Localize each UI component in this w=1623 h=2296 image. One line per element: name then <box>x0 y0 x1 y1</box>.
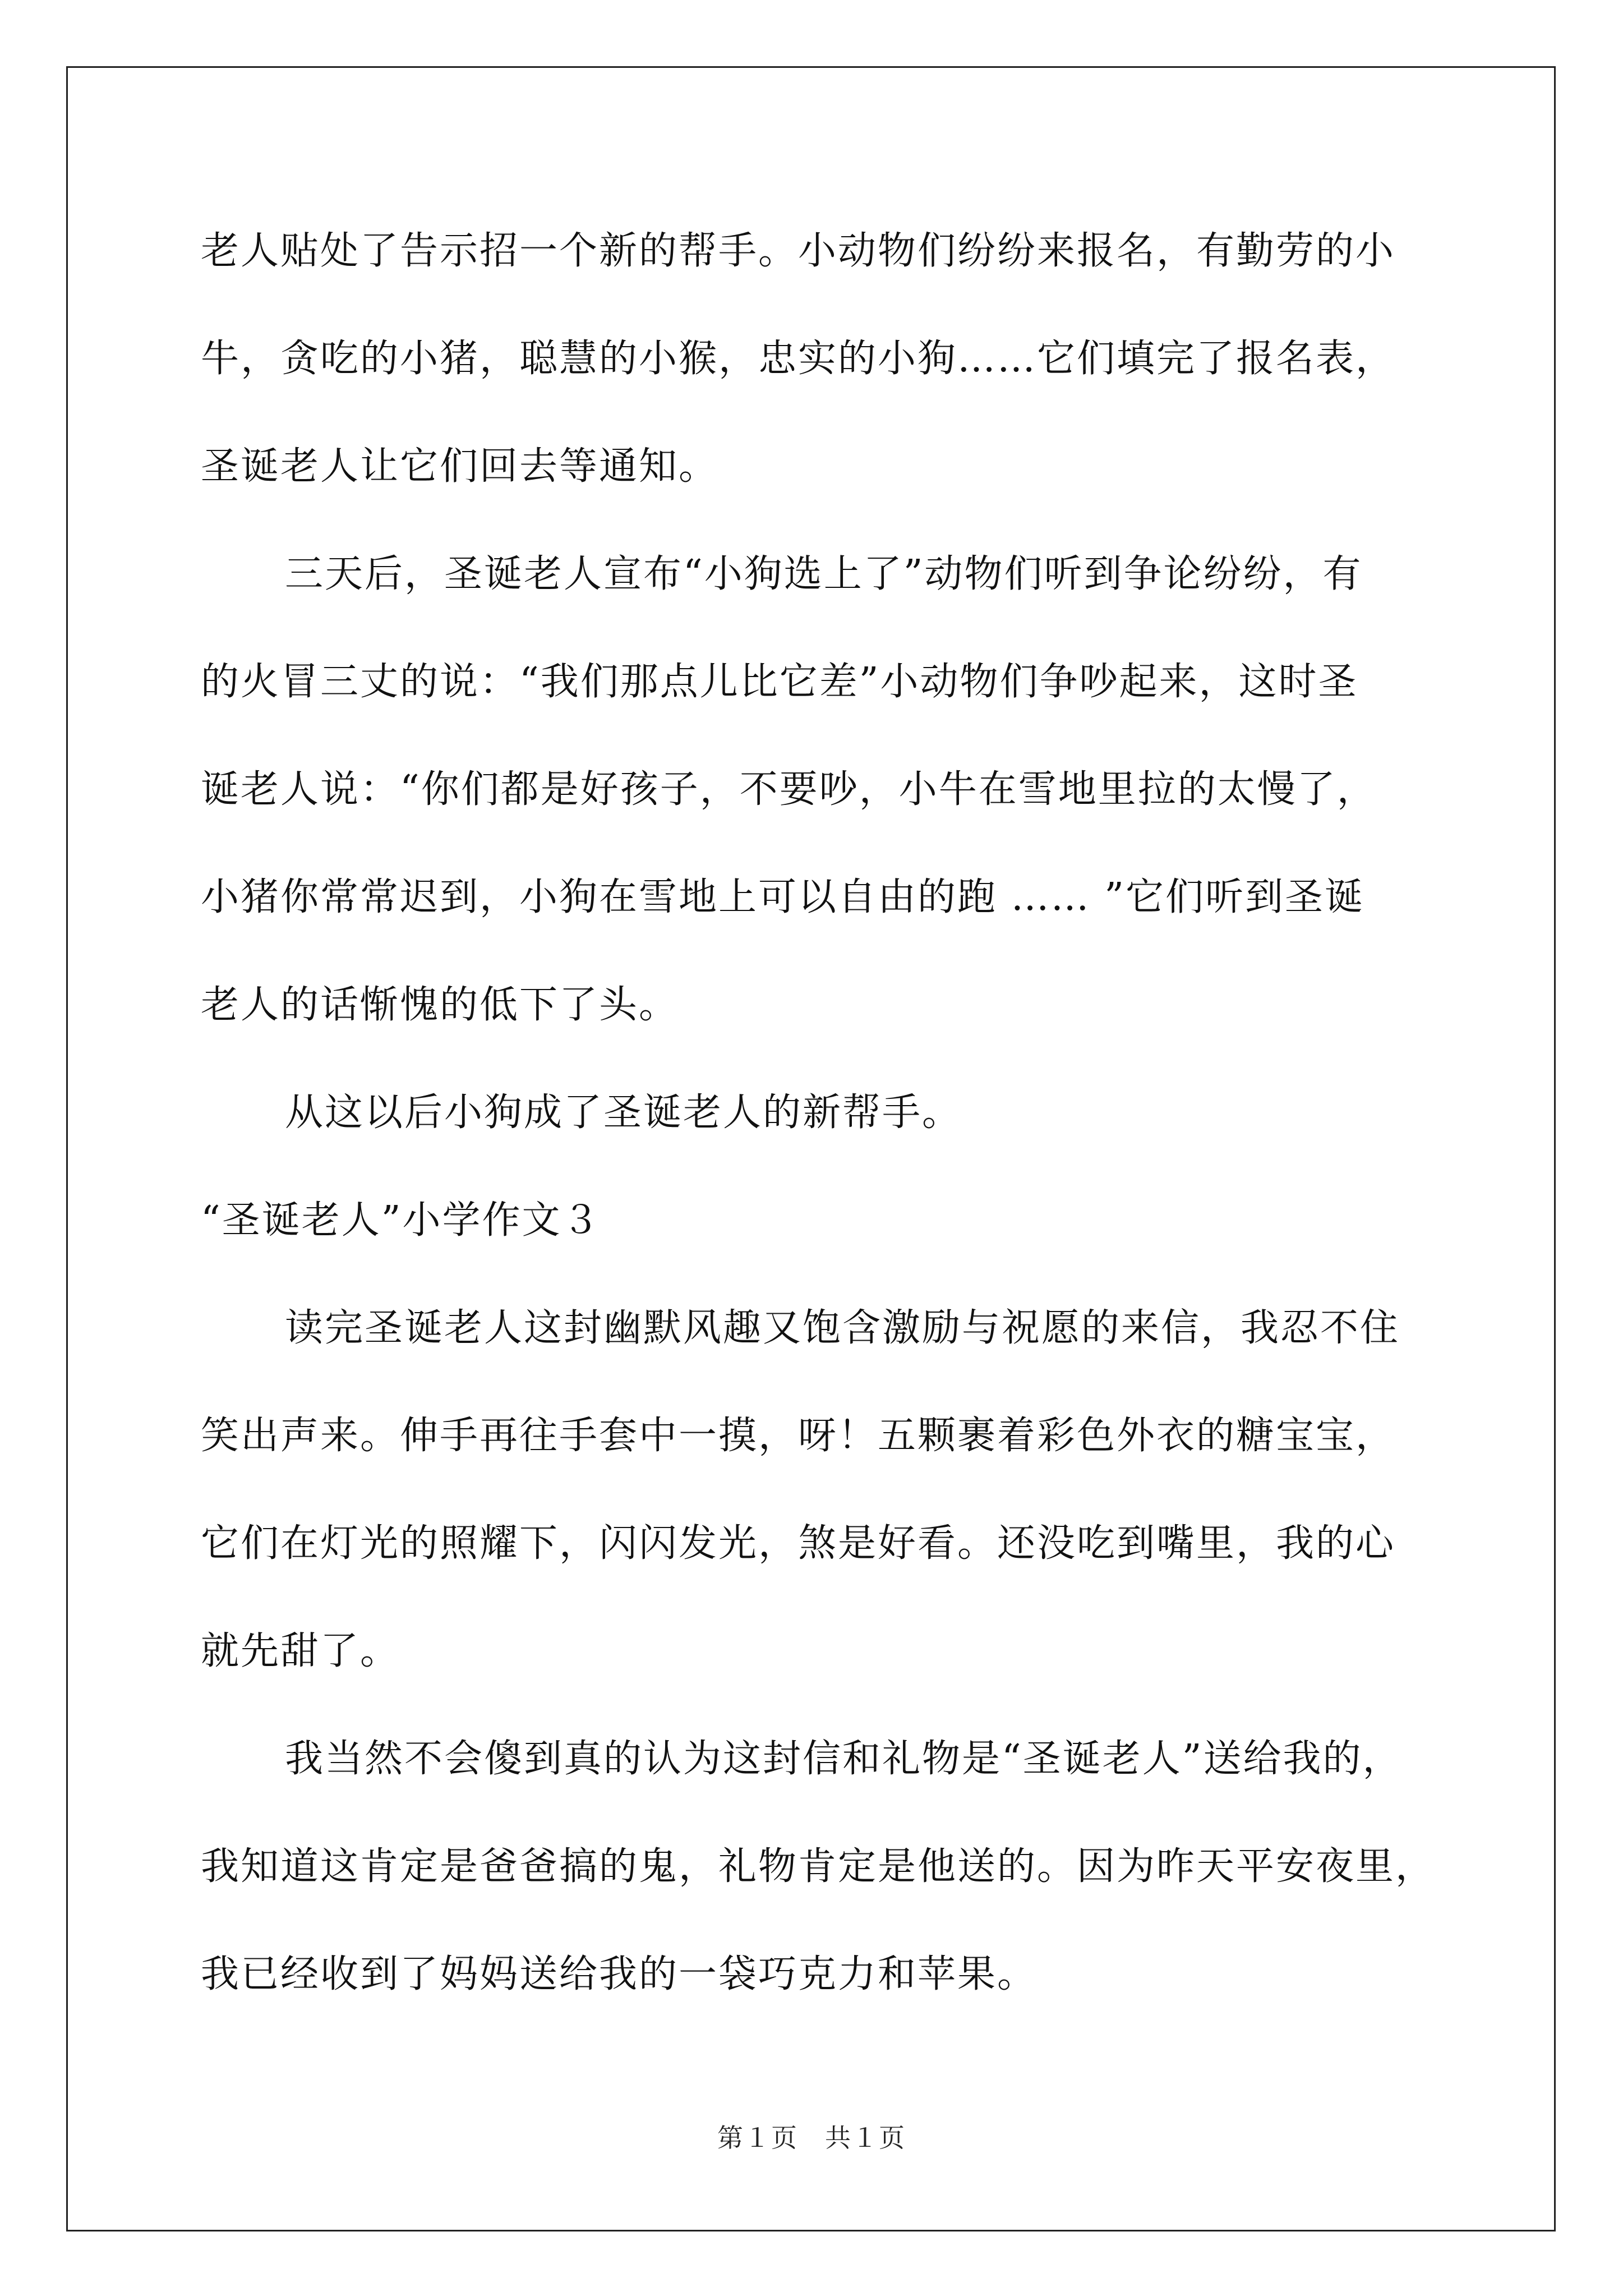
text-line: 它们在灯光的照耀下，闪闪发光，煞是好看。还没吃到嘴里，我的心 <box>201 1521 1396 1566</box>
document-body <box>201 218 1435 2049</box>
text-line: 我知道这肯定是爸爸搞的鬼，礼物肯定是他送的。因为昨天平安夜里， <box>201 1844 1436 1889</box>
text-line: 的火冒三丈的说：“我们那点儿比它差”小动物们争吵起来，这时圣 <box>201 660 1358 704</box>
section-heading: “圣诞老人”小学作文３ <box>201 1198 602 1243</box>
text-line: 三天后，圣诞老人宣布“小狗选上了”动物们听到争论纷纷，有 <box>285 552 1363 596</box>
text-line: 圣诞老人让它们回去等通知。 <box>201 444 719 489</box>
text-line: 牛，贪吃的小猪，聪慧的小猴，忠实的小狗……它们填完了报名表， <box>201 337 1396 381</box>
text-line: 小猪你常常迟到，小狗在雪地上可以自由的跑 …… ”它们听到圣诞 <box>201 875 1364 919</box>
text-line: 从这以后小狗成了圣诞老人的新帮手。 <box>285 1091 962 1135</box>
text-line: 老人贴处了告示招一个新的帮手。小动物们纷纷来报名，有勤劳的小 <box>201 229 1396 273</box>
text-line: 我已经收到了妈妈送给我的一袋巧克力和苹果。 <box>201 1952 1038 1996</box>
text-line: 笑出声来。伸手再往手套中一摸，呀！五颗裹着彩色外衣的糖宝宝， <box>201 1414 1396 1458</box>
text-line: 读完圣诞老人这封幽默风趣又饱含激励与祝愿的来信，我忍不住 <box>285 1306 1400 1350</box>
text-line: 我当然不会傻到真的认为这封信和礼物是“圣诞老人”送给我的， <box>285 1737 1403 1781</box>
text-line: 就先甜了。 <box>201 1629 400 1673</box>
text-line: 诞老人说：“你们都是好孩子，不要吵，小牛在雪地里拉的太慢了， <box>201 767 1377 812</box>
page-footer: 第１页 共１页 <box>717 2123 906 2153</box>
text-line: 老人的话惭愧的低下了头。 <box>201 983 679 1027</box>
